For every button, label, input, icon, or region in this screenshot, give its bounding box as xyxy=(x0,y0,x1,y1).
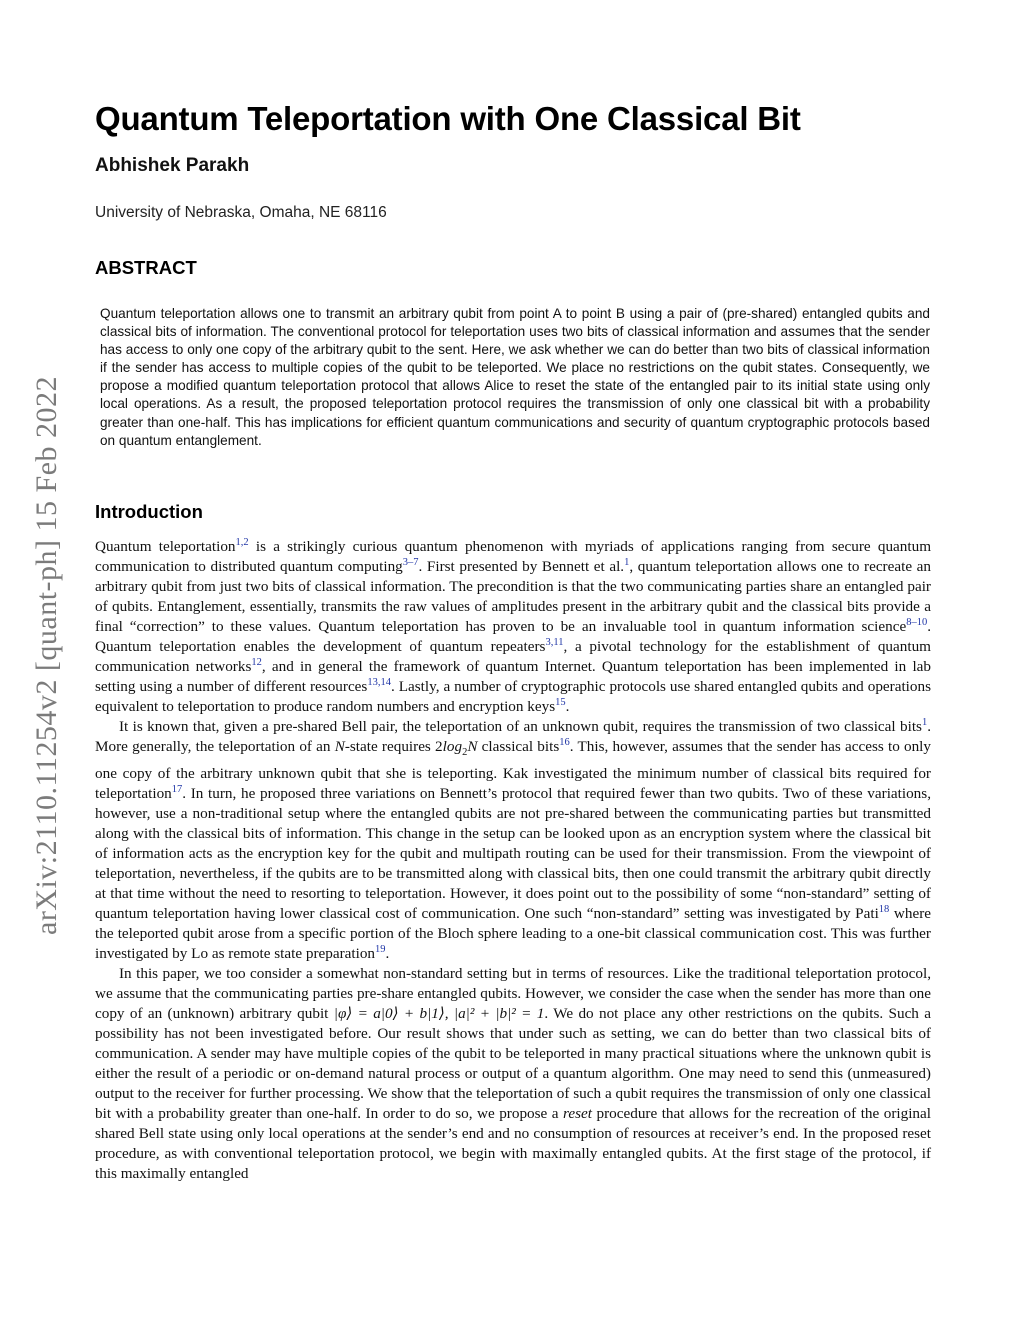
citation-link[interactable]: 8–10 xyxy=(906,617,928,629)
citation-link[interactable]: 16 xyxy=(559,737,570,749)
citation-link[interactable]: 15 xyxy=(555,697,566,709)
paper-title: Quantum Teleportation with One Classical Bit xyxy=(95,100,801,137)
author-name: Abhishek Parakh xyxy=(95,155,250,176)
citation-link[interactable]: 12 xyxy=(251,657,262,669)
author-affiliation: University of Nebraska, Omaha, NE 68116 xyxy=(95,204,387,221)
abstract-heading: ABSTRACT xyxy=(95,257,197,278)
citation-link[interactable]: 13,14 xyxy=(367,677,391,689)
citation-link[interactable]: 1,2 xyxy=(235,537,249,548)
citation-link[interactable]: 18 xyxy=(878,903,890,915)
paragraph-1: Quantum teleportation$^{1,2}$ is a strikingly curious quantum phenomenon with myriads of applications ranging from secure quantum communication to distributed quantum computing$^{3-7}$. First presented by Bennett et al.$^1$, quantum teleportation allows one to recreate an arbitrary qubit from just two bits of classical information. The precondition is that the two communicating parties share an entangled pair of qubits. Entanglement, essentially, transmits the raw values of amplitudes present in the arbitrary qubit and the classical bits provide a final “correction” to these values. Quantum teleportation has proven to be an invaluable tool in quantum information science$^{8-10}$. Quantum teleportation enables the development of quantum repeaters$^{3,11}$, a pivotal technology for the establishment of quantum communication networks$^{12}$, and in general the framework of quantum Internet. Quantum teleportation has been implemented in lab setting using a number of different resources$^{13,14}$. Lastly, a number of cryptographic protocols use shared entangled qubits and operations equivalent to teleportation to produce random numbers and encryption keys$^{15}$. xyxy=(95,537,932,716)
arxiv-identifier-stamp: arXiv:2110.11254v2 [quant-ph] 15 Feb 2022 xyxy=(30,375,63,935)
citation-link[interactable]: 1 xyxy=(921,717,928,729)
abstract-text: Quantum teleportation allows one to transmit an arbitrary qubit from point A to point B using a pair of (pre-shared) entangled qubits and classical bits of information. The conventional protocol for teleportation uses two bits of classical information and assumes that the sender has access to only one copy of the arbitrary qubit to the sent. Here, we ask whether we can do better than two bits of classical information if the sender has access to multiple copies of the qubit to be teleported. We place no restrictions on the qubit states. Consequently, we propose a modified quantum teleportation protocol that allows Alice to reset the state of the entangled pair to its initial state using only local operations. As a result, the proposed teleportation protocol requires the transmission of only one classical bit with a probability greater than one-half. This has implications for efficient quantum communications and security of quantum cryptographic protocols based on quantum entanglement. xyxy=(100,306,930,448)
math-variable: N xyxy=(467,738,478,756)
citation-link[interactable]: 3–7 xyxy=(402,557,419,569)
introduction-heading: Introduction xyxy=(95,501,203,522)
emphasized-term: reset xyxy=(563,1105,592,1123)
citation-link[interactable]: 17 xyxy=(171,783,183,795)
citation-link[interactable]: 19 xyxy=(375,943,386,955)
math-variable: N xyxy=(334,738,345,756)
math-log: log xyxy=(442,738,463,756)
introduction-body xyxy=(95,537,931,1185)
paragraph-3: In this paper, we too consider a somewhat non-standard setting but in terms of resources. Like the traditional teleportation protocol, we assume that the communicating parties pre-share entangled qubits. However, we consider the case when the sender has more than one copy of an (unknown) arbitrary qubit |φ⟩ = a|0⟩ + b|1⟩, |a|² + |b|² = 1. We do not place any other restrictions on the qubits. Such a possibility has not been investigated before. Our result shows that under such as setting, we can do better than two classical bits of communication. A sender may have multiple copies of the qubit to be teleported in many practical situations where the unknown qubit is either the result of a periodic or on-demand natural process or output of a quantum algorithm. One may need to send this (unmeasured) output to the receiver for further processing. We show that the teleportation of such a qubit requires the transmission of only one classical bit with a probability greater than one-half. In order to do so, we propose a reset procedure that allows for the recreation of the original shared Bell state using only local operations at the sender’s end and no consumption of resources at receiver’s end. In the proposed reset procedure, as with conventional teleportation protocol, we begin with maximally entangled qubits. At the first stage of the protocol, if this maximally entangled xyxy=(95,965,931,1183)
paragraph-2: It is known that, given a pre-shared Bell pair, the teleportation of an unknown qubit, requires the transmission of two classical bits$^1$. More generally, the teleportation of an N-state requires $2\log_2N$ classical bits$^{16}$. This, however, assumes that the sender has access to only one copy of the arbitrary unknown qubit that she is teleporting. Kak investigated the minimum number of classical bits required for teleportation$^{17}$. In turn, he proposed three variations on Bennett’s protocol that required fewer than two qubits. Two of these variations, however, use a non-traditional setup where the entangled qubits are not pre-shared between the communicating parties but transmitted along with the classical bits of information. This change in the setup can be looked upon as an encryption system where the classical bit of information acts as the encryption key for the qubit and multipath routing can be used for their transmission. From the viewpoint of teleportation, nevertheless, if the qubits are to be transmitted along with classical bits, then one could transmit the arbitrary qubit directly at that time without the need to resorting to teleportation. However, it does point out to the possibility of some “non-standard” setting of quantum teleportation having lower classical cost of communication. One such “non-standard” setting was investigated by Pati$^{18}$ where the teleported qubit arose from a specific portion of the Bloch sphere leading to a one-bit classical communication cost. This was further investigated by Lo as remote state preparation$^{19}$. xyxy=(95,717,931,962)
citation-link[interactable]: 3,11 xyxy=(545,637,564,649)
math-equation: |φ⟩ = a|0⟩ + b|1⟩, |a|² + |b|² = 1 xyxy=(333,1005,545,1023)
citation-link[interactable]: 1 xyxy=(624,557,630,569)
math-subscript: 2 xyxy=(462,747,468,759)
